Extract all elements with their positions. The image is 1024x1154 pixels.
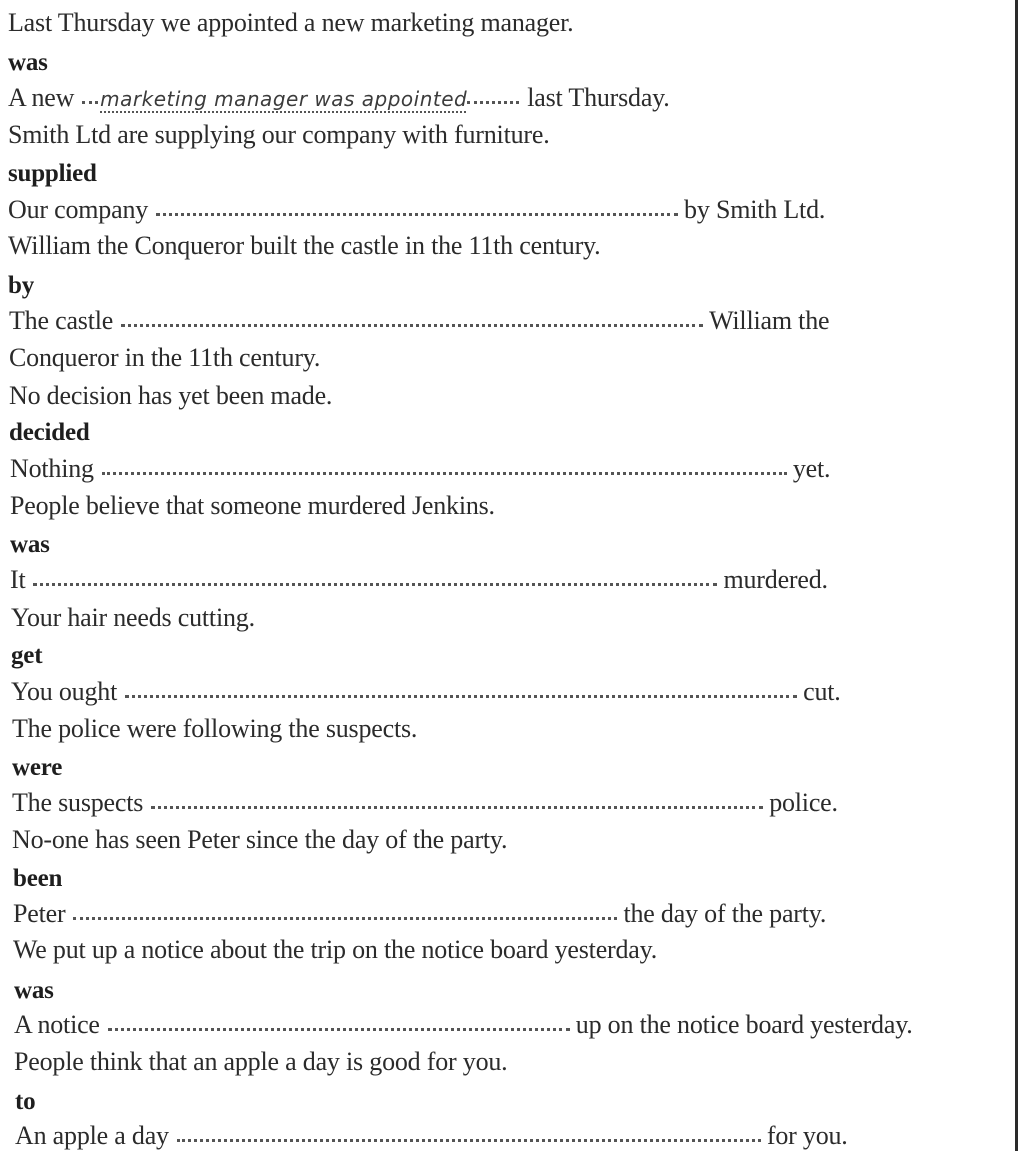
answer-gap-5[interactable]: [33, 579, 717, 586]
keyword-5: was: [10, 531, 50, 558]
original-sentence-10: People think that an apple a day is good for you.: [14, 1047, 508, 1076]
rewrite-line-10: An apple a day for you.: [15, 1121, 848, 1150]
original-sentence-3: William the Conqueror built the castle in the 11th century.: [8, 231, 601, 260]
answer-gap-8[interactable]: [73, 913, 617, 920]
original-sentence-1: Last Thursday we appointed a new marketing manager.: [8, 8, 574, 37]
answer-gap-3[interactable]: [121, 320, 703, 327]
answer-gap-4[interactable]: [102, 468, 787, 475]
rewrite-line-6: You ought cut.: [11, 677, 841, 706]
rewrite-continuation-3: Conqueror in the 11th century.: [9, 343, 321, 372]
keyword-7: were: [12, 754, 63, 781]
answer-gap-10[interactable]: [177, 1135, 761, 1142]
keyword-2: supplied: [8, 160, 97, 187]
answer-gap-6[interactable]: [125, 691, 797, 698]
rewrite-line-1: A new marketing manager was appointed last Thursday.: [8, 79, 670, 116]
answer-gap-9[interactable]: [108, 1024, 570, 1031]
rewrite-line-3: The castle William the: [9, 306, 830, 335]
answer-gap-tail-1: [467, 97, 519, 104]
keyword-9: was: [14, 977, 54, 1004]
rewrite-line-4: Nothing yet.: [10, 454, 831, 483]
original-sentence-2: Smith Ltd are supplying our company with furniture.: [8, 120, 550, 149]
rewrite-line-5: It murdered.: [10, 565, 828, 594]
keyword-10: to: [15, 1088, 36, 1115]
answer-gap-lead-1: [82, 97, 98, 104]
answer-gap-7[interactable]: [151, 802, 763, 809]
keyword-3: by: [8, 272, 35, 299]
keyword-8: been: [13, 865, 63, 892]
rewrite-line-2: Our company by Smith Ltd.: [8, 195, 826, 224]
answer-gap-2[interactable]: [156, 209, 678, 216]
original-sentence-9: We put up a notice about the trip on the notice board yesterday.: [13, 935, 658, 964]
original-sentence-5: People believe that someone murdered Jenkins.: [10, 491, 495, 520]
original-sentence-4: No decision has yet been made.: [9, 381, 333, 410]
original-sentence-8: No-one has seen Peter since the day of the party.: [12, 825, 508, 854]
keyword-4: decided: [9, 419, 90, 446]
rewrite-line-8: Peter the day of the party.: [13, 899, 827, 928]
keyword-6: get: [11, 642, 43, 669]
rewrite-line-9: A notice up on the notice board yesterday.: [14, 1010, 913, 1039]
keyword-1: was: [8, 49, 48, 76]
original-sentence-6: Your hair needs cutting.: [11, 603, 255, 632]
rewrite-line-7: The suspects police.: [12, 788, 838, 817]
handwritten-answer-1[interactable]: marketing manager was appointed: [100, 87, 468, 111]
original-sentence-7: The police were following the suspects.: [12, 714, 418, 743]
